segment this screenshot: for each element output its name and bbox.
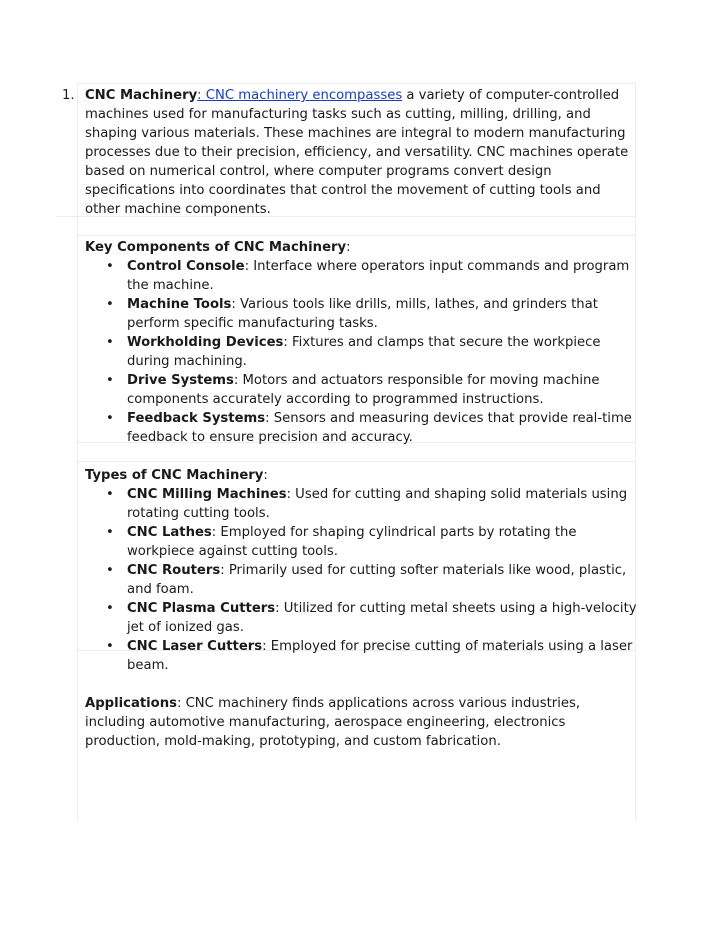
list-item-desc: : Various tools like drills, mills, lathes, and grinders that perform specific manufacturing tasks. [127, 297, 598, 331]
intro-link[interactable]: : CNC machinery encompasses [197, 88, 403, 103]
applications-term: Applications [85, 696, 177, 711]
components-list [85, 257, 637, 447]
list-item-term: CNC Plasma Cutters [127, 601, 276, 616]
list-item-desc: : Utilized for cutting metal sheets using a high-velocity jet of ionized gas. [127, 601, 637, 635]
list-item [127, 333, 637, 371]
list-item-term: Drive Systems [127, 373, 234, 388]
applications-paragraph [85, 694, 637, 751]
intro-term: CNC Machinery [85, 88, 198, 103]
list-item [127, 257, 637, 295]
list-item [127, 371, 637, 409]
components-heading-text: Key Components of CNC Machinery [85, 240, 347, 255]
list-item-term: CNC Laser Cutters [127, 639, 263, 654]
intro-text: a variety of computer-controlled machines used for manufacturing tasks such as cutting, milling, drilling, and shaping various materials. These machines are integral to modern manufacturing processes due to their precision, efficiency, and versatility. CNC machines operate based on numerical control, where computer programs convert design specifications into coordinates that control the movement of cutting tools and other machine components. [85, 88, 629, 217]
components-heading-colon: : [346, 240, 351, 255]
list-number: 1. [62, 88, 75, 103]
list-item-desc: : Primarily used for cutting softer materials like wood, plastic, and foam. [127, 563, 627, 597]
list-item-desc: : Employed for precise cutting of materials using a laser beam. [127, 639, 633, 673]
list-item-term: CNC Milling Machines [127, 487, 287, 502]
list-item-term: CNC Routers [127, 563, 221, 578]
list-item-desc: : Fixtures and clamps that secure the workpiece during machining. [127, 335, 601, 369]
list-item-desc: : Used for cutting and shaping solid materials using rotating cutting tools. [127, 487, 628, 521]
list-item-desc: : Interface where operators input commands and program the machine. [127, 259, 630, 293]
document-body [85, 86, 637, 751]
types-list [85, 485, 637, 675]
list-item-term: Feedback Systems [127, 411, 266, 426]
list-item [127, 295, 637, 333]
list-item [127, 561, 637, 599]
list-item-term: Control Console [127, 259, 245, 274]
list-item [127, 599, 637, 637]
list-item-desc: : Sensors and measuring devices that provide real-time feedback to ensure precision and accuracy. [127, 411, 632, 445]
list-item [127, 637, 637, 675]
list-item-term: CNC Lathes [127, 525, 212, 540]
list-item-term: Machine Tools [127, 297, 232, 312]
intro-paragraph [85, 86, 637, 219]
list-item-desc: : Employed for shaping cylindrical parts by rotating the workpiece against cutting tools. [127, 525, 577, 559]
components-section [85, 238, 637, 447]
types-heading-text: Types of CNC Machinery [85, 468, 264, 483]
types-section [85, 466, 637, 675]
types-heading [85, 466, 637, 485]
list-item-term: Workholding Devices [127, 335, 284, 350]
list-item-desc: : Motors and actuators responsible for moving machine components accurately according to programmed instructions. [127, 373, 600, 407]
list-item [127, 409, 637, 447]
types-heading-colon: : [263, 468, 268, 483]
components-heading [85, 238, 637, 257]
list-item [127, 485, 637, 523]
applications-section [85, 694, 637, 751]
applications-text: : CNC machinery finds applications across various industries, including automotive manufacturing, aerospace engineering, electronics production, mold-making, prototyping, and custom fabrication. [85, 696, 581, 749]
table-rule [77, 83, 636, 84]
list-item [127, 523, 637, 561]
